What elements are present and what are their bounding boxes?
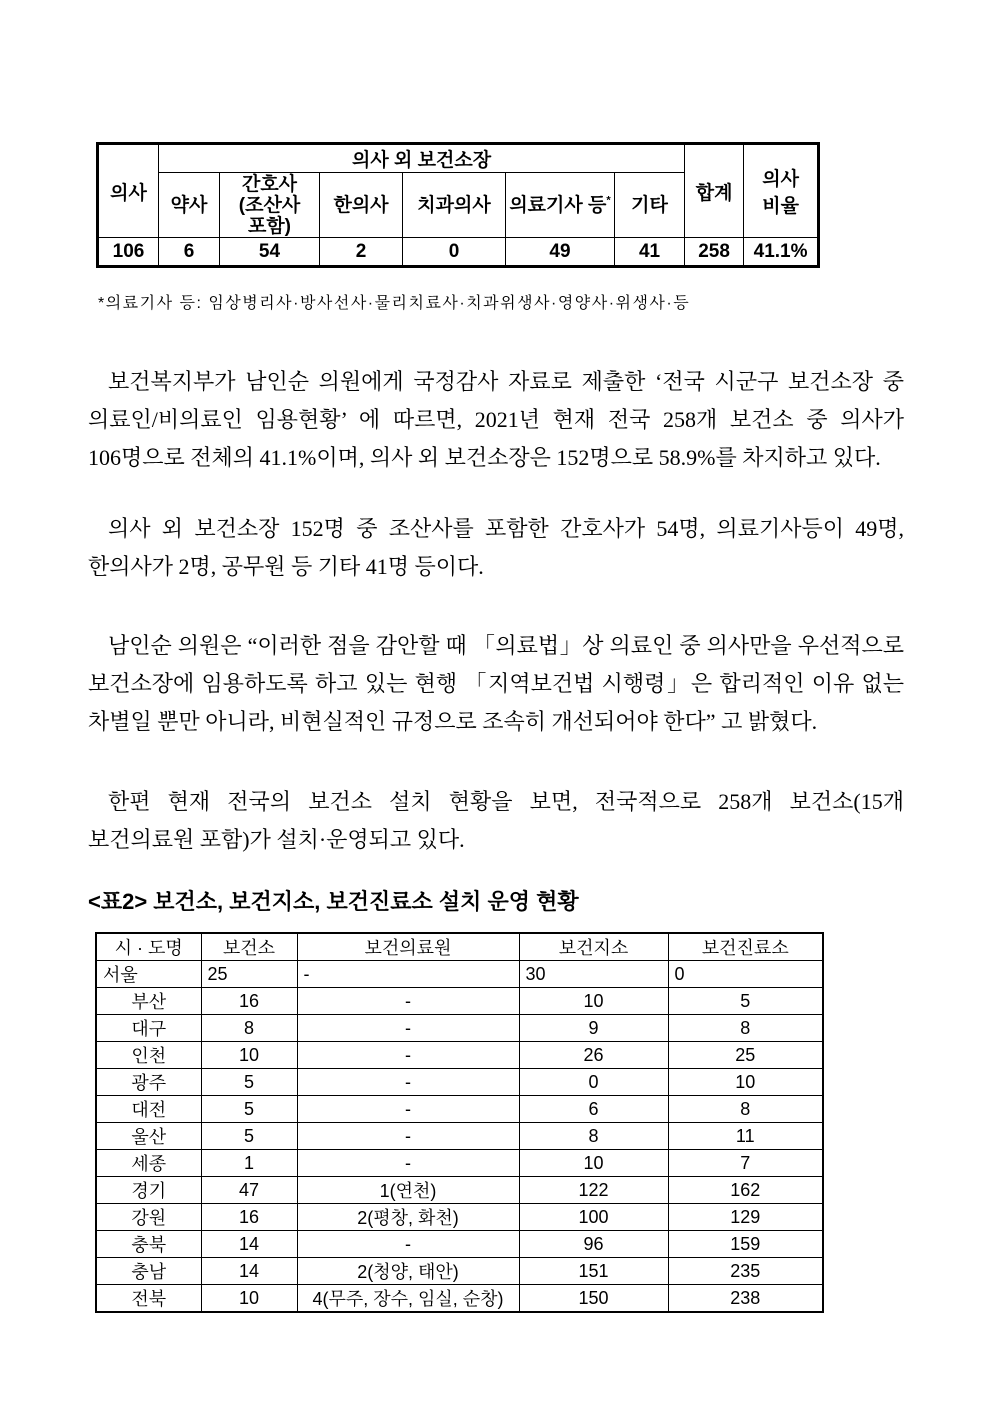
table-row xyxy=(96,1204,823,1231)
table-row xyxy=(96,988,823,1015)
region-cell: 울산 xyxy=(96,1123,201,1150)
clinic-count-cell: 238 xyxy=(668,1285,823,1313)
table2-header-clinic: 보건진료소 xyxy=(668,933,823,961)
table1-value-oriental-doctor: 2 xyxy=(320,238,403,267)
medical-center-count-cell: 2(평창, 화천) xyxy=(297,1204,519,1231)
medical-center-count-cell: 1(연천) xyxy=(297,1177,519,1204)
table2-header-branch: 보건지소 xyxy=(519,933,668,961)
table1-footnote: *의료기사 등: 임상병리사·방사선사·물리치료사·치과위생사·영양사·위생사·등 xyxy=(98,295,691,312)
table2-header-region: 시 · 도명 xyxy=(96,933,201,961)
table-row xyxy=(96,1150,823,1177)
branch-count-cell: 30 xyxy=(519,961,668,988)
health-center-count-cell: 47 xyxy=(201,1177,297,1204)
table-row xyxy=(96,1285,823,1313)
table1-header-total: 합계 xyxy=(685,144,744,238)
medical-center-count-cell: - xyxy=(297,988,519,1015)
med-technician-label: 의료기사 등 xyxy=(509,194,607,216)
region-cell: 대구 xyxy=(96,1015,201,1042)
branch-count-cell: 6 xyxy=(519,1096,668,1123)
facility-status-table xyxy=(95,932,824,1313)
region-cell: 전북 xyxy=(96,1285,201,1313)
branch-count-cell: 100 xyxy=(519,1204,668,1231)
health-center-count-cell: 16 xyxy=(201,1204,297,1231)
region-cell: 충북 xyxy=(96,1231,201,1258)
table1-header-etc: 기타 xyxy=(615,173,685,238)
health-center-count-cell: 1 xyxy=(201,1150,297,1177)
clinic-count-cell: 8 xyxy=(668,1015,823,1042)
table1-header-doctor: 의사 xyxy=(98,144,159,238)
health-center-count-cell: 5 xyxy=(201,1096,297,1123)
branch-count-cell: 26 xyxy=(519,1042,668,1069)
table-row xyxy=(96,1231,823,1258)
region-cell: 충남 xyxy=(96,1258,201,1285)
branch-count-cell: 150 xyxy=(519,1285,668,1313)
branch-count-cell: 10 xyxy=(519,988,668,1015)
medical-center-count-cell: 4(무주, 장수, 임실, 순창) xyxy=(297,1285,519,1313)
table1-header-oriental-doctor: 한의사 xyxy=(320,173,403,238)
table1-value-pharmacist: 6 xyxy=(159,238,220,267)
medical-center-count-cell: - xyxy=(297,1096,519,1123)
table1-header-dentist: 치과의사 xyxy=(403,173,506,238)
table-row xyxy=(96,1123,823,1150)
medical-center-count-cell: - xyxy=(297,1015,519,1042)
clinic-count-cell: 8 xyxy=(668,1096,823,1123)
table1-header-group: 의사 외 보건소장 xyxy=(159,144,685,173)
medical-center-count-cell: - xyxy=(297,1231,519,1258)
region-cell: 인천 xyxy=(96,1042,201,1069)
clinic-count-cell: 129 xyxy=(668,1204,823,1231)
table1-value-nurse: 54 xyxy=(220,238,320,267)
medical-center-count-cell: - xyxy=(297,1069,519,1096)
table2-header-medical-center: 보건의료원 xyxy=(297,933,519,961)
health-center-count-cell: 25 xyxy=(201,961,297,988)
body-text xyxy=(88,363,904,859)
branch-count-cell: 0 xyxy=(519,1069,668,1096)
table1-header-doctor-ratio: 의사 비율 xyxy=(744,144,819,238)
health-center-count-cell: 8 xyxy=(201,1015,297,1042)
table1-header-nurse: 간호사 (조산사 포함) xyxy=(220,173,320,238)
clinic-count-cell: 0 xyxy=(668,961,823,988)
health-center-count-cell: 10 xyxy=(201,1285,297,1313)
table-row xyxy=(96,1015,823,1042)
clinic-count-cell: 235 xyxy=(668,1258,823,1285)
clinic-count-cell: 162 xyxy=(668,1177,823,1204)
table-row xyxy=(96,1177,823,1204)
health-center-count-cell: 5 xyxy=(201,1069,297,1096)
health-center-count-cell: 5 xyxy=(201,1123,297,1150)
medical-center-count-cell: - xyxy=(297,1042,519,1069)
table1-value-doctor-ratio: 41.1% xyxy=(744,238,819,267)
branch-count-cell: 96 xyxy=(519,1231,668,1258)
footnote-asterisk: * xyxy=(606,194,611,207)
branch-count-cell: 10 xyxy=(519,1150,668,1177)
table2-header-health-center: 보건소 xyxy=(201,933,297,961)
health-center-count-cell: 14 xyxy=(201,1231,297,1258)
region-cell: 광주 xyxy=(96,1069,201,1096)
medical-center-count-cell: - xyxy=(297,961,519,988)
table1-value-med-technician: 49 xyxy=(506,238,615,267)
branch-count-cell: 9 xyxy=(519,1015,668,1042)
table1-header-med-technician xyxy=(506,173,615,238)
branch-count-cell: 122 xyxy=(519,1177,668,1204)
clinic-count-cell: 25 xyxy=(668,1042,823,1069)
table-row xyxy=(96,961,823,988)
table1-header-pharmacist: 약사 xyxy=(159,173,220,238)
region-cell: 경기 xyxy=(96,1177,201,1204)
table-row xyxy=(96,1069,823,1096)
paragraph-director-breakdown: 의사 외 보건소장 152명 중 조산사를 포함한 간호사가 54명, 의료기사등이 49명, 한의사가 2명, 공무원 등 기타 41명 등이다. xyxy=(88,516,904,579)
table-row xyxy=(96,1096,823,1123)
table2-body xyxy=(96,961,823,1313)
director-composition-table xyxy=(96,142,820,268)
table2-title: <표2> 보건소, 보건지소, 보건진료소 설치 운영 현황 xyxy=(88,889,579,914)
table-row xyxy=(96,1042,823,1069)
table2-header-row xyxy=(96,933,823,961)
medical-center-count-cell: - xyxy=(297,1150,519,1177)
region-cell: 서울 xyxy=(96,961,201,988)
paragraph-lawmaker-quote: 남인순 의원은 “이러한 점을 감안할 때 「의료법」상 의료인 중 의사만을 우선적으로 보건소장에 임용하도록 하고 있는 현행 「지역보건법 시행령」은 합리적인 이유 없는 차별일 뿐만 아니라, 비현실적인 규정으로 조속히 개선되어야 한다” 고 밝혔다. xyxy=(88,633,904,734)
health-center-count-cell: 10 xyxy=(201,1042,297,1069)
table1-value-doctor: 106 xyxy=(98,238,159,267)
branch-count-cell: 8 xyxy=(519,1123,668,1150)
paragraph-employment-status: 보건복지부가 남인순 의원에게 국정감사 자료로 제출한 ‘전국 시군구 보건소장 중 의료인/비의료인 임용현황’ 에 따르면, 2021년 현재 전국 258개 보건소 중 의사가 106명으로 전체의 41.1%이며, 의사 외 보건소장은 152명으로 58.9%를 차지하고 있다. xyxy=(88,369,904,470)
health-center-count-cell: 16 xyxy=(201,988,297,1015)
clinic-count-cell: 10 xyxy=(668,1069,823,1096)
clinic-count-cell: 11 xyxy=(668,1123,823,1150)
clinic-count-cell: 159 xyxy=(668,1231,823,1258)
clinic-count-cell: 7 xyxy=(668,1150,823,1177)
paragraph-nationwide-status: 한편 현재 전국의 보건소 설치 현황을 보면, 전국적으로 258개 보건소(15개 보건의료원 포함)가 설치·운영되고 있다. xyxy=(88,789,904,852)
medical-center-count-cell: 2(청양, 태안) xyxy=(297,1258,519,1285)
medical-center-count-cell: - xyxy=(297,1123,519,1150)
table-row xyxy=(96,1258,823,1285)
region-cell: 세종 xyxy=(96,1150,201,1177)
region-cell: 부산 xyxy=(96,988,201,1015)
clinic-count-cell: 5 xyxy=(668,988,823,1015)
branch-count-cell: 151 xyxy=(519,1258,668,1285)
table1-value-dentist: 0 xyxy=(403,238,506,267)
region-cell: 강원 xyxy=(96,1204,201,1231)
region-cell: 대전 xyxy=(96,1096,201,1123)
table1-value-total: 258 xyxy=(685,238,744,267)
table1-value-etc: 41 xyxy=(615,238,685,267)
health-center-count-cell: 14 xyxy=(201,1258,297,1285)
